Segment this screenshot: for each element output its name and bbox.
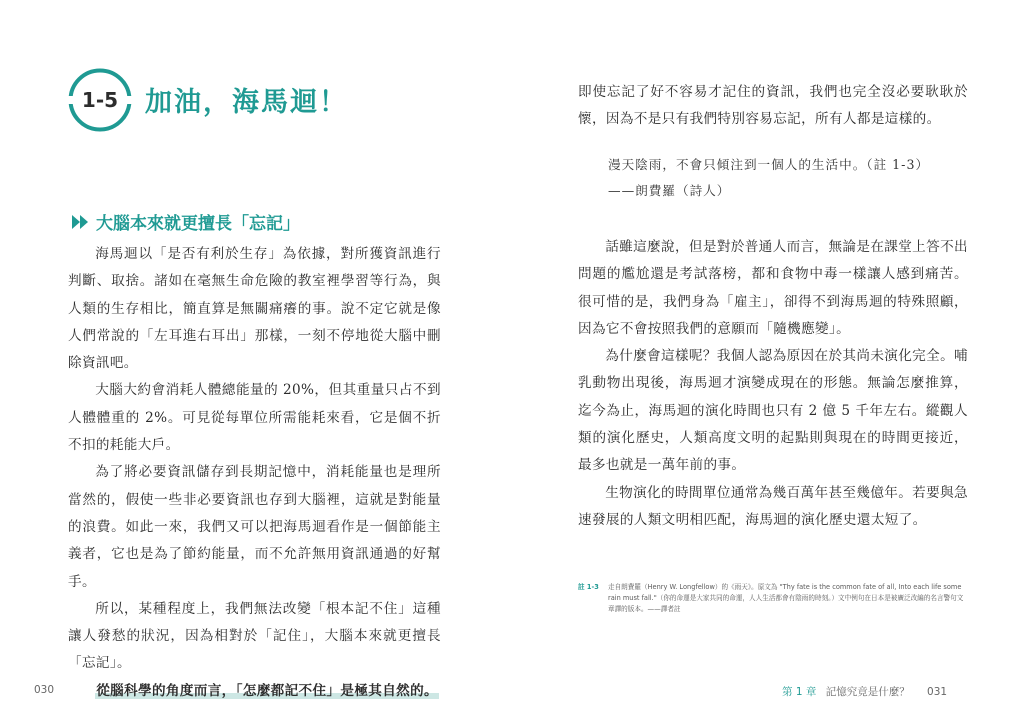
footnote-text: 走自朗費羅（Henry W. Longfellow）的《雨天》。原文為 "Thy fate is the common fate of all, Into each life some rain must fall."（你的命運是大家共同的命運，人人生活都會有陰雨的時刻。）文中例句在日本是被廣泛改編的名言警句文章譯的版本。——譯者註 <box>608 583 964 613</box>
highlighted-sentence: 從腦科學的角度而言，「怎麼都記不住」是極其自然的。 <box>96 682 438 699</box>
chapter-title: 記憶究竟是什麼？ <box>825 686 910 698</box>
subsection-title: 大腦本來就更擅長「忘記」 <box>96 214 300 234</box>
highlight-paragraph <box>68 678 441 705</box>
left-page-number: 030 <box>34 684 55 696</box>
section-number-badge <box>68 68 132 132</box>
right-page <box>512 0 1024 727</box>
quotation <box>608 152 968 204</box>
paragraph: 生物演化的時間單位通常為幾百萬年甚至幾億年。若要與急速發展的人類文明相匹配，海馬迴的演化歷史還太短了。 <box>578 484 968 528</box>
paragraph: 大腦大約會消耗人體總能量的 20%，但其重量只占不到人體體重的 2%。可見從每單位所需能耗來看，它是個不折不扣的耗能大戶。 <box>68 382 441 454</box>
subsection-heading <box>72 209 300 234</box>
right-folio <box>782 684 947 699</box>
footnote <box>578 582 968 615</box>
paragraph: 話雖這麼說，但是對於普通人而言，無論是在課堂上答不出問題的尷尬還是考試落榜，都和食物中毒一樣讓人感到痛苦。很可惜的是，我們身為「雇主」，卻得不到海馬迴的特殊照顧，因為它不會按照我們的意願而「隨機應變」。 <box>578 239 968 337</box>
paragraph: 為什麼會這樣呢？我個人認為原因在於其尚未演化完全。哺乳動物出現後，海馬迴才演變成現在的形態。無論怎麼推算，迄今為止，海馬迴的演化時間也只有 2 億 5 千年左右。縱觀人類的演化歷史，人類高度文明的起點則與現在的時間更接近，最多也就是一萬年前的事。 <box>578 348 968 474</box>
right-body-text <box>578 234 968 534</box>
quote-line: 漫天陰雨，不會只傾注到一個人的生活中。（註 1-3） <box>608 157 930 172</box>
footnote-label: 註 1-3 <box>578 583 599 591</box>
section-title: 加油，海馬迴！ <box>145 87 348 118</box>
paragraph: 即使忘記了好不容易才記住的資訊，我們也完全沒必要耿耿於懷，因為不是只有我們特別容易忘記，所有人都是這樣的。 <box>578 84 968 128</box>
chapter-label: 第 1 章 <box>782 686 817 698</box>
paragraph: 所以，某種程度上，我們無法改變「根本記不住」這種讓人發愁的狀況，因為相對於「記住」，大腦本來就更擅長「忘記」。 <box>68 600 441 672</box>
section-number: 1-5 <box>81 88 119 112</box>
paragraph: 海馬迴以「是否有利於生存」為依據，對所獲資訊進行判斷、取捨。諸如在毫無生命危險的教室裡學習等行為，與人類的生存相比，簡直算是無關痛癢的事。說不定它就是像人們常說的「左耳進右耳出」那樣，一刻不停地從大腦中刪除資訊吧。 <box>68 246 441 372</box>
double-chevron-right-icon <box>72 215 90 229</box>
right-page-number: 031 <box>927 686 948 698</box>
left-body-text <box>68 241 441 705</box>
quote-author: ——朗費羅（詩人） <box>608 183 731 198</box>
right-opening-text <box>578 79 968 134</box>
paragraph: 為了將必要資訊儲存到長期記憶中，消耗能量也是理所當然的，假使一些非必要資訊也存到大腦裡，這就是對能量的浪費。如此一來，我們又可以把海馬迴看作是一個節能主義者，它也是為了節約能量，而不允許無用資訊通過的好幫手。 <box>68 464 441 590</box>
